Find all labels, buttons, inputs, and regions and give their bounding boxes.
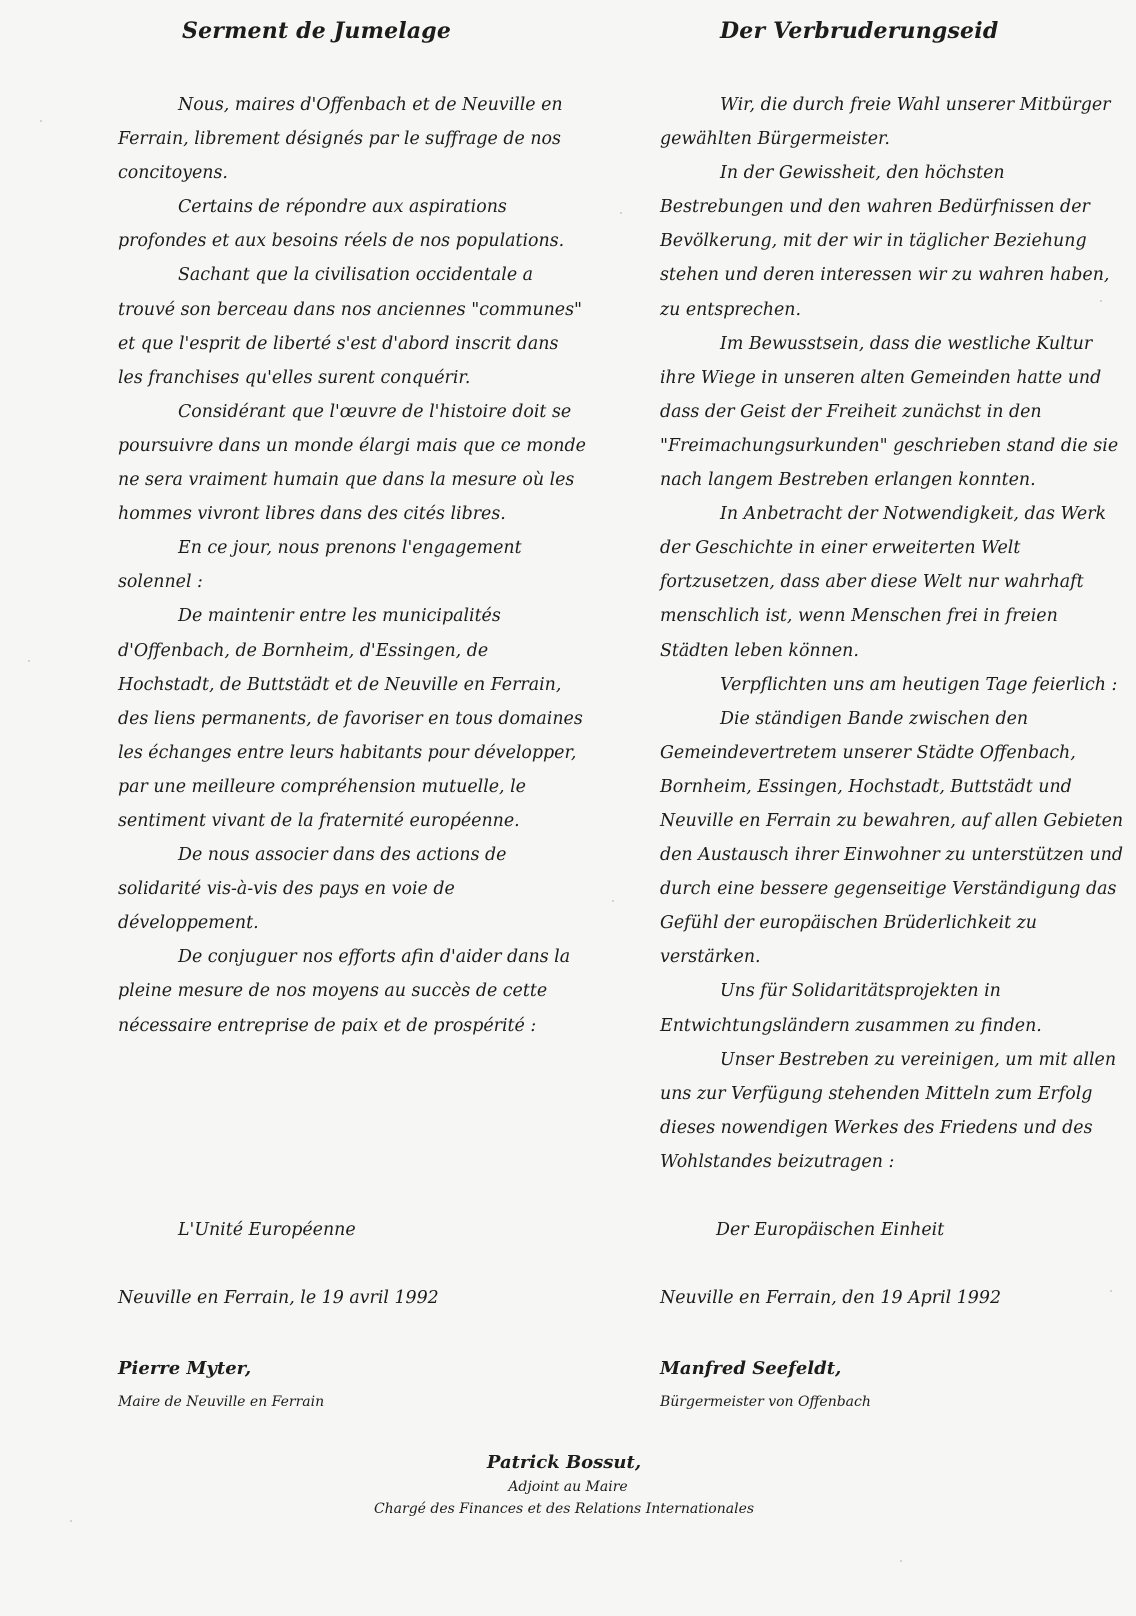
french-paragraph: De maintenir entre les municipalités d'Offenbach, de Bornheim, d'Essingen, de Hochstadt, de Buttstädt et de Neuville en Ferrain, des liens permanents, de favoriser en tous domaines les échanges entre leurs habitants pour développer, par une meilleure compréhension mutuelle, le sentiment vivant de la fraternité européenne. — [118, 606, 583, 831]
french-date: Neuville en Ferrain, le 19 avril 1992 — [118, 1288, 439, 1308]
footer-name: Patrick Bossut, — [486, 1452, 642, 1473]
footer-role: Adjoint au Maire — [508, 1479, 628, 1495]
french-paragraph: De nous associer dans des actions de solidarité vis-à-vis des pays en voie de développement. — [118, 845, 507, 934]
french-signatory-title: Maire de Neuville en Ferrain — [118, 1394, 325, 1410]
paper-speck — [40, 120, 42, 122]
german-paragraph: Uns für Solidaritätsprojekten in Entwichtungsländern zusammen zu finden. — [660, 981, 1042, 1036]
french-paragraph: De conjuguer nos efforts afin d'aider dans la pleine mesure de nos moyens au succès de cette nécessaire entreprise de paix et de prospérité : — [118, 947, 571, 1036]
french-heading: Serment de Jumelage — [182, 18, 452, 44]
german-signatory-title: Bürgermeister von Offenbach — [660, 1394, 871, 1410]
german-paragraph: Verpflichten uns am heutigen Tage feierlich : — [720, 674, 1118, 695]
german-paragraph: In der Gewissheit, den höchsten Bestrebungen und den wahren Bedürfnissen der Bevölkerung, mit der wir in täglicher Beziehung stehen und deren interessen wir zu wahren haben, zu entsprechen. — [660, 163, 1110, 320]
french-signatory-name: Pierre Myter, — [118, 1358, 252, 1379]
paper-speck — [612, 900, 614, 902]
german-date: Neuville en Ferrain, den 19 April 1992 — [660, 1288, 1002, 1308]
paper-speck — [620, 212, 622, 214]
paper-speck — [1100, 300, 1102, 302]
paper-speck — [1110, 1290, 1112, 1292]
paper-speck — [900, 1560, 902, 1562]
german-closing: Der Europäischen Einheit — [716, 1220, 945, 1240]
german-paragraph: In Anbetracht der Notwendigkeit, das Werk der Geschichte in einer erweiterten Welt fortzusetzen, dass aber diese Welt nur wahrhaft menschlich ist, wenn Menschen frei in freien Städten leben können. — [660, 504, 1107, 661]
german-heading: Der Verbruderungseid — [720, 18, 999, 44]
french-paragraph: Sachant que la civilisation occidentale a trouvé son berceau dans nos anciennes "communes" et que l'esprit de liberté s'est d'abord inscrit dans les franchises qu'elles surent conquérir. — [118, 265, 582, 388]
french-paragraph: En ce jour, nous prenons l'engagement solennel : — [118, 538, 522, 593]
french-paragraph: Considérant que l'œuvre de l'histoire doit se poursuivre dans un monde élargi mais que ce monde ne sera vraiment humain que dans la mesure où les hommes vivront libres dans des cités libres. — [118, 401, 586, 525]
french-closing: L'Unité Européenne — [178, 1220, 356, 1240]
german-paragraph: Im Bewusstsein, dass die westliche Kultur ihre Wiege in unseren alten Gemeinden hatte und dass der Geist der Freiheit zunächst in den "Freimachungsurkunden" geschrieben stand die sie nach langem Bestreben erlangen konnten. — [660, 333, 1119, 491]
french-paragraph: Certains de répondre aux aspirations profondes et aux besoins réels de nos populations. — [118, 197, 565, 252]
footer-role-detail: Chargé des Finances et des Relations Internationales — [373, 1501, 755, 1517]
paper-speck — [70, 1520, 72, 1522]
french-body — [118, 88, 588, 1043]
german-paragraph: Wir, die durch freie Wahl unserer Mitbürger gewählten Bürgermeister. — [660, 95, 1111, 150]
paper-speck — [28, 660, 30, 662]
german-signatory-name: Manfred Seefeldt, — [660, 1358, 842, 1379]
german-paragraph: Unser Bestreben zu vereinigen, um mit allen uns zur Verfügung stehenden Mitteln zum Erfolg dieses nowendigen Werkes des Friedens und des Wohlstandes beizutragen : — [660, 1049, 1117, 1172]
french-paragraph: Nous, maires d'Offenbach et de Neuville en Ferrain, librement désignés par le suffrage de nos concitoyens. — [118, 95, 563, 184]
german-paragraph: Die ständigen Bande zwischen den Gemeindevertretem unserer Städte Offenbach, Bornheim, Essingen, Hochstadt, Buttstädt und Neuville en Ferrain zu bewahren, auf allen Gebieten den Austausch ihrer Einwohner zu unterstützen und durch eine bessere gegenseitige Verständigung das Gefühl der europäischen Brüderlichkeit zu verstärken. — [660, 708, 1124, 968]
footer-signature — [0, 1452, 1136, 1517]
german-body — [660, 88, 1130, 1179]
